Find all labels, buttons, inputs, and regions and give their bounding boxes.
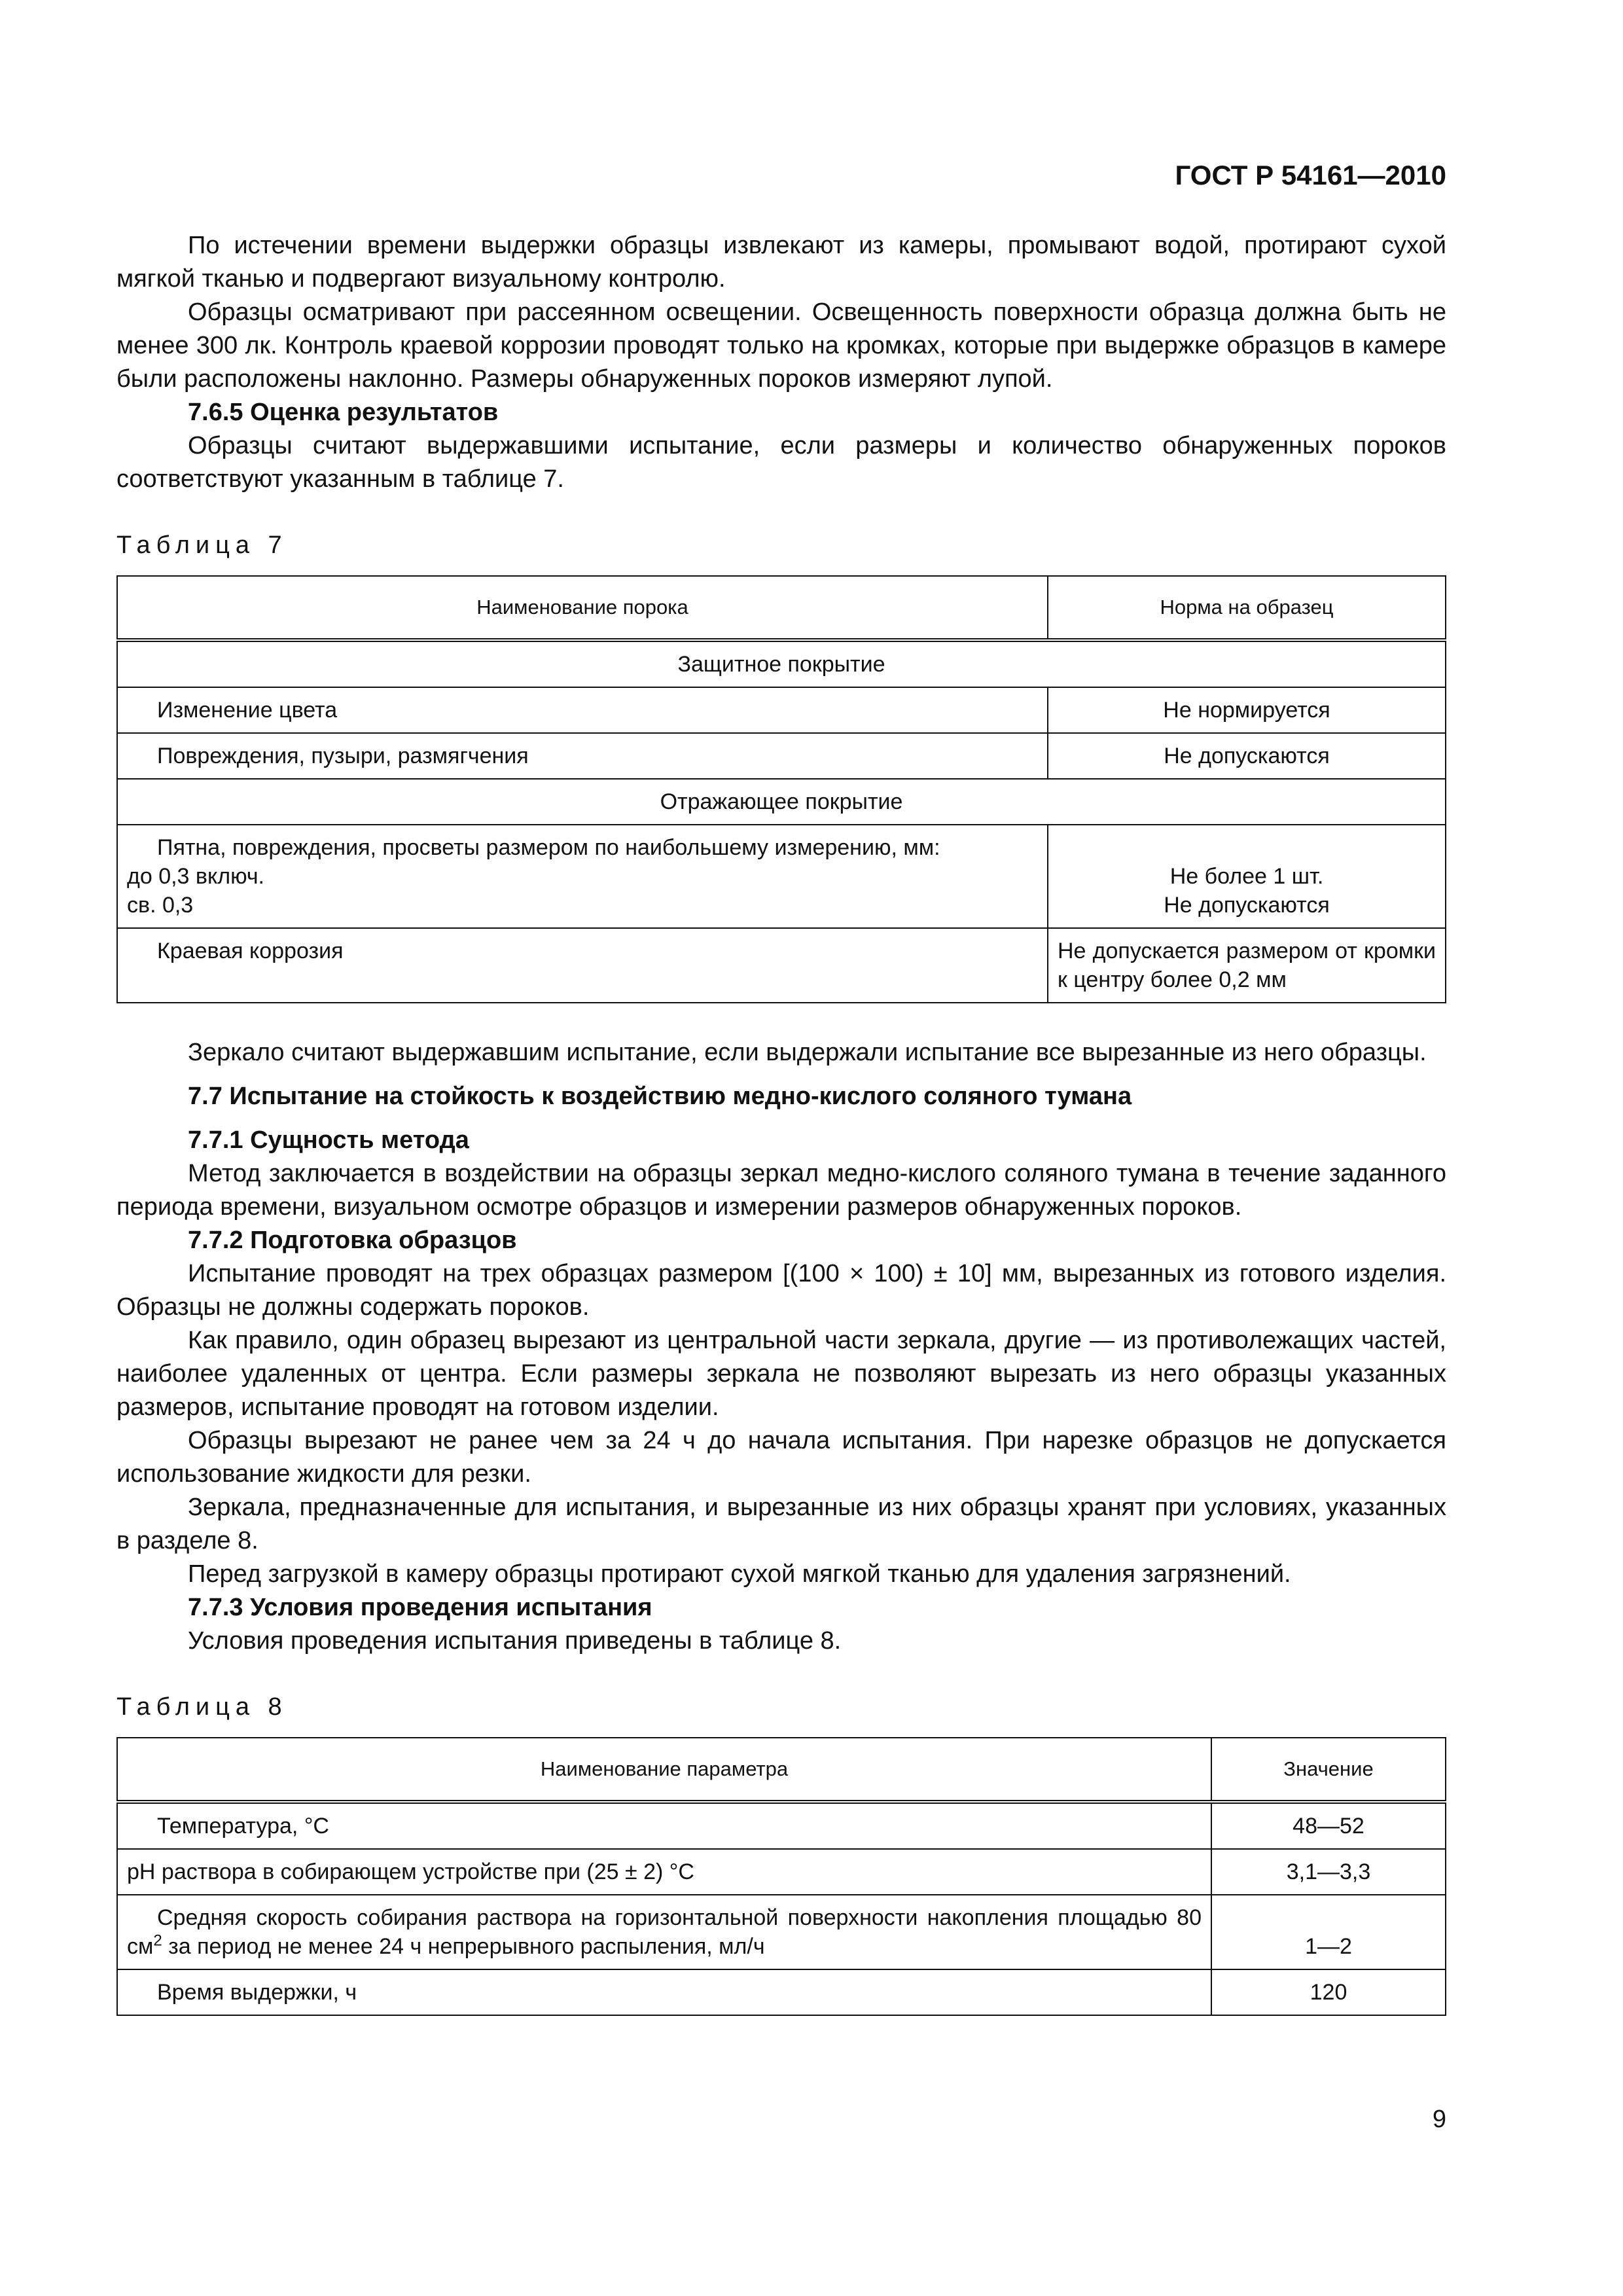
- heading-7-7-3: 7.7.3 Условия проведения испытания: [188, 1594, 652, 1621]
- defect-name: Изменение цвета: [117, 687, 1048, 733]
- heading-7-7: 7.7 Испытание на стойкость к воздействию медно-кислого соляного тумана: [188, 1083, 1132, 1110]
- heading-7-6-5: 7.6.5 Оценка результатов: [188, 399, 499, 426]
- section-label: Отражающее покрытие: [117, 779, 1446, 825]
- paragraph: Образцы вырезают не ранее чем за 24 ч до начала испытания. При нарезке образцов не допускается использование жидкости для резки.: [116, 1427, 1446, 1488]
- table-header-row: [117, 1738, 1446, 1802]
- table-row: [117, 687, 1446, 733]
- defect-norm-line: Не более 1 шт.: [1169, 864, 1324, 889]
- page-content: [116, 229, 1446, 2016]
- table-row: [117, 1895, 1446, 1969]
- paragraph: Зеркало считают выдержавшим испытание, если выдержали испытание все вырезанные из него образцы.: [188, 1039, 1427, 1066]
- paragraph: Условия проведения испытания приведены в таблице 8.: [188, 1627, 842, 1655]
- defect-norm: [1048, 825, 1446, 928]
- parameter-value: 1—2: [1211, 1895, 1446, 1969]
- defect-norm: Не допускается размером от кромки к центру более 0,2 мм: [1048, 928, 1446, 1003]
- paragraph: Испытание проводят на трех образцах размером [(100 × 100) ± 10] мм, вырезанных из готового изделия. Образцы не должны содержать пороков.: [116, 1260, 1446, 1321]
- paragraph: Образцы считают выдержавшими испытание, если размеры и количество обнаруженных пороков соответствуют указанным в таблице 7.: [116, 432, 1446, 493]
- column-header: Значение: [1211, 1738, 1446, 1802]
- defect-name-line: св. 0,3: [127, 893, 194, 918]
- paragraph: Как правило, один образец вырезают из центральной части зеркала, другие — из противолежащих частей, наиболее удаленных от центра. Если размеры зеркала не позволяют вырезать из него образцы указанных размеров, испытание проводят на готовом изделии.: [116, 1327, 1446, 1421]
- parameter-name-part: за период не менее 24 ч непрерывного распыления, мл/ч: [162, 1934, 765, 1959]
- paragraph: Перед загрузкой в камеру образцы протирают сухой мягкой тканью для удаления загрязнений.: [188, 1560, 1291, 1588]
- parameter-value: 48—52: [1211, 1802, 1446, 1849]
- defect-name: Повреждения, пузыри, размягчения: [117, 733, 1048, 779]
- table-row: [117, 733, 1446, 779]
- column-header: Норма на образец: [1048, 576, 1446, 640]
- table-row: [117, 1802, 1446, 1849]
- paragraph: Зеркала, предназначенные для испытания, и вырезанные из них образцы хранят при условиях, указанных в разделе 8.: [116, 1494, 1446, 1554]
- parameter-name: Время выдержки, ч: [117, 1969, 1211, 2015]
- table-header-row: [117, 576, 1446, 640]
- defect-norm: Не допускаются: [1048, 733, 1446, 779]
- column-header: Наименование порока: [117, 576, 1048, 640]
- parameter-name-part: Средняя скорость собирания раствора на горизонтальной поверхности накопления площадью 80 см: [127, 1905, 1202, 1959]
- superscript: 2: [153, 1931, 162, 1950]
- parameter-value: 120: [1211, 1969, 1446, 2015]
- table-row: [117, 928, 1446, 1003]
- parameter-name: Температура, °С: [117, 1802, 1211, 1849]
- parameter-value: 3,1—3,3: [1211, 1849, 1446, 1895]
- document-id: ГОСТ Р 54161—2010: [1175, 160, 1446, 190]
- page-number: 9: [1432, 2106, 1446, 2133]
- column-header: Наименование параметра: [117, 1738, 1211, 1802]
- table-row: [117, 825, 1446, 928]
- defect-name-line: до 0,3 включ.: [127, 864, 264, 889]
- defect-norm: Не нормируется: [1048, 687, 1446, 733]
- table8-caption: Таблица 8: [116, 1693, 288, 1721]
- table-8: [116, 1737, 1446, 2016]
- paragraph: Образцы осматривают при рассеянном освещении. Освещенность поверхности образца должна быть не менее 300 лк. Контроль краевой коррозии проводят только на кромках, которые при выдержке образцов в камере были расположены наклонно. Размеры обнаруженных пороков измеряют лупой.: [116, 298, 1446, 393]
- heading-7-7-2: 7.7.2 Подготовка образцов: [188, 1227, 517, 1254]
- table-section-row: [117, 640, 1446, 687]
- table-row: [117, 1969, 1446, 2015]
- paragraph: Метод заключается в воздействии на образцы зеркал медно-кислого соляного тумана в течение заданного периода времени, визуальном осмотре образцов и измерении размеров обнаруженных пороков.: [116, 1160, 1446, 1221]
- table-section-row: [117, 779, 1446, 825]
- defect-name-line: Пятна, повреждения, просветы размером по наибольшему измерению, мм:: [157, 835, 940, 860]
- section-label: Защитное покрытие: [117, 640, 1446, 687]
- parameter-name: pH раствора в собирающем устройстве при (25 ± 2) °С: [117, 1849, 1211, 1895]
- defect-norm-line: Не допускаются: [1164, 893, 1330, 918]
- table-7: [116, 575, 1446, 1003]
- heading-7-7-1: 7.7.1 Сущность метода: [188, 1126, 469, 1154]
- defect-name: Краевая коррозия: [117, 928, 1048, 1003]
- paragraph: По истечении времени выдержки образцы извлекают из камеры, промывают водой, протирают сухой мягкой тканью и подвергают визуальному контролю.: [116, 232, 1446, 293]
- parameter-name: [117, 1895, 1211, 1969]
- table-row: [117, 1849, 1446, 1895]
- defect-name: [117, 825, 1048, 928]
- table7-caption: Таблица 7: [116, 531, 288, 559]
